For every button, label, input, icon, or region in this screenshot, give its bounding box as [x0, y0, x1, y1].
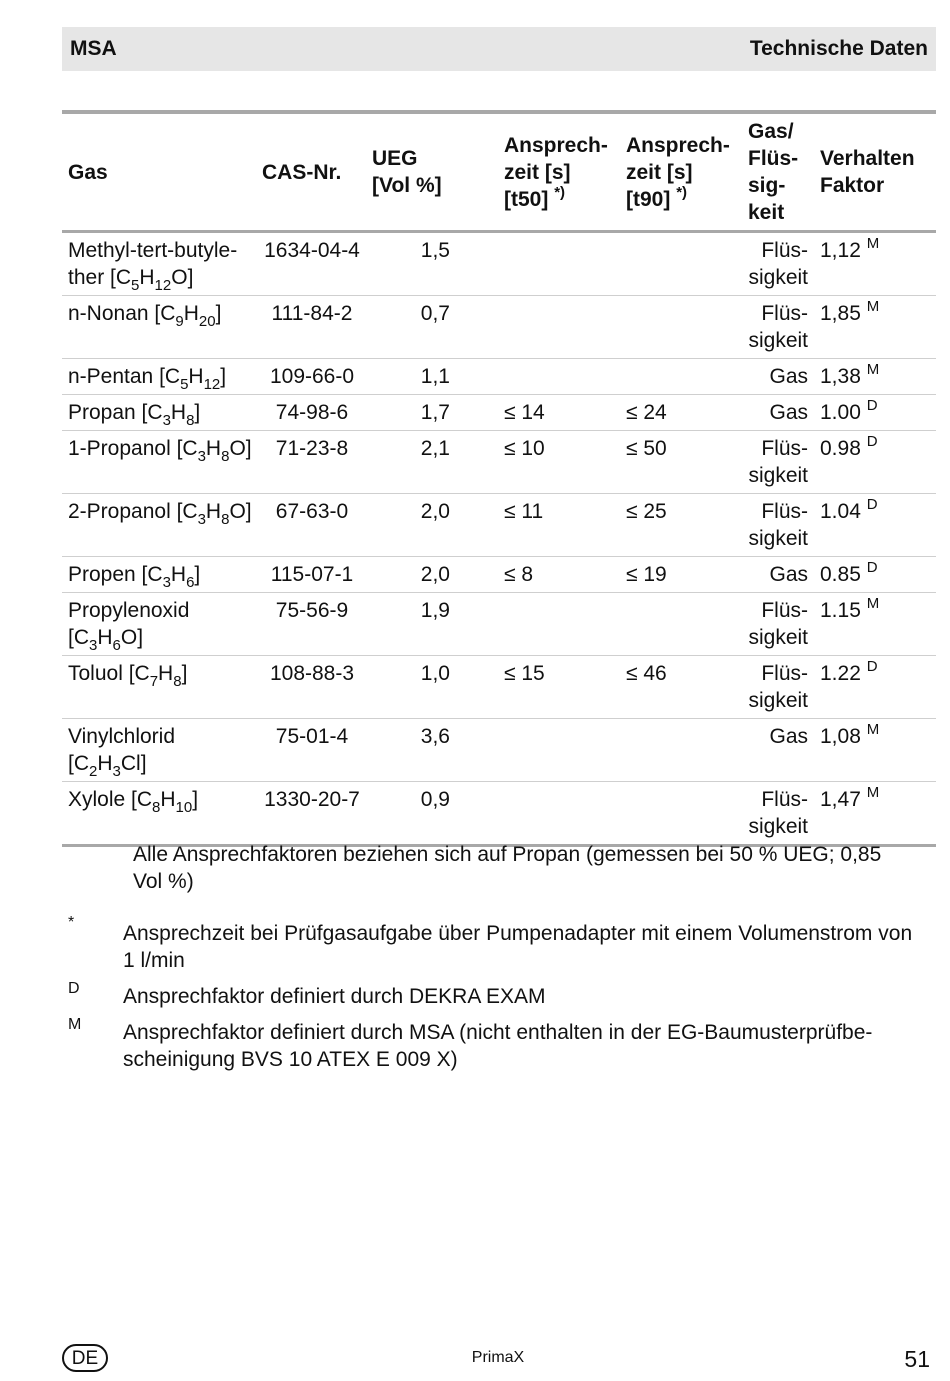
- cell-t50: ≤ 10: [498, 431, 620, 494]
- cell-t90: [620, 359, 742, 395]
- header-section-title: Technische Daten: [749, 37, 928, 60]
- cell-ueg: 2,1: [366, 431, 498, 494]
- cell-t50: ≤ 8: [498, 557, 620, 593]
- col-header-cas: CAS-Nr.: [256, 112, 366, 232]
- footnote-mark-m: M: [68, 1016, 82, 1033]
- cell-cas: 1634-04-4: [264, 239, 360, 262]
- cell-state: Flüs-sigkeit: [742, 296, 814, 359]
- cell-gas-name: n-Pentan $[C_5H_{12}]$: [62, 359, 256, 395]
- cell-ueg: 2,0: [366, 494, 498, 557]
- cell-t90: ≤ 46: [620, 656, 742, 719]
- cell-t90: ≤ 24: [620, 395, 742, 431]
- cell-t50: [498, 782, 620, 846]
- page-header: [62, 27, 936, 71]
- table-row: [62, 494, 936, 557]
- cell-t90: ≤ 19: [620, 557, 742, 593]
- footnote-mark-d: D: [68, 980, 80, 997]
- cell-gas-name: Methyl-tert-butyle-ther $[C_5H_{12}O]$: [68, 239, 238, 294]
- cell-factor: 0.98 $^D$: [814, 431, 936, 494]
- cell-t50: [498, 593, 620, 656]
- cell-ueg: 0,9: [366, 782, 498, 846]
- cell-state: Gas: [742, 359, 814, 395]
- cell-t90: [620, 232, 742, 296]
- table-row: [62, 782, 936, 846]
- cell-ueg: 0,7: [366, 296, 498, 359]
- cell-ueg: 1,5: [420, 239, 450, 262]
- cell-t90: ≤ 50: [620, 431, 742, 494]
- table-row: [62, 593, 936, 656]
- reference-note: Alle Ansprechfaktoren beziehen sich auf Propan (gemessen bei 50 % UEG; 0,85 Vol %): [133, 843, 882, 893]
- table-row: [62, 719, 936, 782]
- cell-factor: 1,85 $^M$: [814, 296, 936, 359]
- table-row: [62, 296, 936, 359]
- col-header-t50: Ansprech- zeit [s] [t50] *): [498, 112, 620, 232]
- cell-t90: [620, 782, 742, 846]
- cell-factor: 1.04 $^D$: [814, 494, 936, 557]
- cell-state: Gas: [742, 395, 814, 431]
- cell-factor: 1,38 $^M$: [814, 359, 936, 395]
- cell-ueg: 3,6: [366, 719, 498, 782]
- table-row: [62, 359, 936, 395]
- table-row: [62, 557, 936, 593]
- header-brand: MSA: [70, 37, 117, 60]
- cell-ueg: 1,0: [366, 656, 498, 719]
- col-header-gas: Gas: [62, 112, 256, 232]
- col-header-state: Gas/ Flüs- sig- keit: [742, 112, 814, 232]
- cell-state: Flüs-sigkeit: [748, 239, 808, 289]
- cell-state: Flüs-sigkeit: [742, 782, 814, 846]
- cell-state: Gas: [742, 719, 814, 782]
- cell-factor: 1,08 $^M$: [814, 719, 936, 782]
- table-header-row: [62, 112, 936, 232]
- footnote-dekra: Ansprechfaktor definiert durch DEKRA EXAM: [123, 985, 546, 1008]
- cell-t50: ≤ 11: [498, 494, 620, 557]
- cell-gas-name: Xylole $[C_8H_{10}]$: [62, 782, 256, 846]
- cell-gas-name: Vinylchlorid $[C_2H_3Cl]$: [62, 719, 256, 782]
- cell-factor: 1,47 $^M$: [814, 782, 936, 846]
- table-row: [62, 232, 936, 296]
- cell-gas-name: Propylenoxid $[C_3H_6O]$: [62, 593, 256, 656]
- cell-ueg: 1,7: [366, 395, 498, 431]
- cell-gas-name: n-Nonan $[C_9H_{20}]$: [62, 296, 256, 359]
- cell-t50: ≤ 15: [498, 656, 620, 719]
- cell-cas: 67-63-0: [256, 494, 366, 557]
- cell-gas-name: 2-Propanol $[C_3H_8O]$: [62, 494, 256, 557]
- footnote-msa: Ansprechfaktor definiert durch MSA (nicht enthalten in der EG-Baumusterprüfbe-scheinigung BVS 10 ATEX E 009 X): [123, 1021, 873, 1071]
- col-header-factor: Verhalten Faktor: [814, 112, 936, 232]
- cell-state: Flüs-sigkeit: [742, 656, 814, 719]
- cell-factor: 1,12 $^M$: [820, 235, 880, 262]
- cell-state: Flüs-sigkeit: [742, 593, 814, 656]
- footnote-mark-asterisk: *: [68, 914, 75, 931]
- cell-t90: [620, 719, 742, 782]
- cell-t50: ≤ 14: [498, 395, 620, 431]
- cell-t50: [498, 359, 620, 395]
- cell-state: Gas: [742, 557, 814, 593]
- table-row: [62, 431, 936, 494]
- col-header-ueg: UEG [Vol %]: [366, 112, 498, 232]
- cell-cas: 1330-20-7: [256, 782, 366, 846]
- col-header-t90: Ansprech- zeit [s] [t90] *): [620, 112, 742, 232]
- cell-gas-name: Toluol $[C_7H_8]$: [62, 656, 256, 719]
- cell-ueg: 1,9: [366, 593, 498, 656]
- gas-data-table: [62, 110, 936, 847]
- product-name: PrimaX: [471, 1349, 525, 1366]
- cell-cas: 108-88-3: [256, 656, 366, 719]
- cell-t50: [498, 232, 620, 296]
- page-number: 51: [904, 1346, 930, 1372]
- cell-cas: 71-23-8: [256, 431, 366, 494]
- cell-ueg: 1,1: [366, 359, 498, 395]
- cell-t50: [498, 719, 620, 782]
- cell-gas-name: Propan $[C_3H_8]$: [62, 395, 256, 431]
- cell-t90: ≤ 25: [620, 494, 742, 557]
- cell-cas: 75-01-4: [256, 719, 366, 782]
- cell-factor: 0.85 $^D$: [814, 557, 936, 593]
- cell-cas: 115-07-1: [256, 557, 366, 593]
- cell-cas: 111-84-2: [256, 296, 366, 359]
- cell-gas-name: 1-Propanol $[C_3H_8O]$: [62, 431, 256, 494]
- footnote-response-time: Ansprechzeit bei Prüfgasaufgabe über Pumpenadapter mit einem Volumenstrom von 1 l/min: [123, 922, 913, 972]
- language-badge: DE: [62, 1344, 108, 1372]
- table-row: [62, 656, 936, 719]
- cell-factor: 1.22 $^D$: [814, 656, 936, 719]
- table-row: [62, 395, 936, 431]
- cell-cas: 75-56-9: [256, 593, 366, 656]
- cell-state: Flüs-sigkeit: [742, 494, 814, 557]
- cell-t90: [620, 593, 742, 656]
- cell-ueg: 2,0: [366, 557, 498, 593]
- cell-factor: 1.15 $^M$: [814, 593, 936, 656]
- cell-factor: 1.00 $^D$: [814, 395, 936, 431]
- cell-gas-name: Propen $[C_3H_6]$: [62, 557, 256, 593]
- cell-cas: 74-98-6: [256, 395, 366, 431]
- cell-t50: [498, 296, 620, 359]
- cell-t90: [620, 296, 742, 359]
- cell-cas: 109-66-0: [256, 359, 366, 395]
- cell-state: Flüs-sigkeit: [742, 431, 814, 494]
